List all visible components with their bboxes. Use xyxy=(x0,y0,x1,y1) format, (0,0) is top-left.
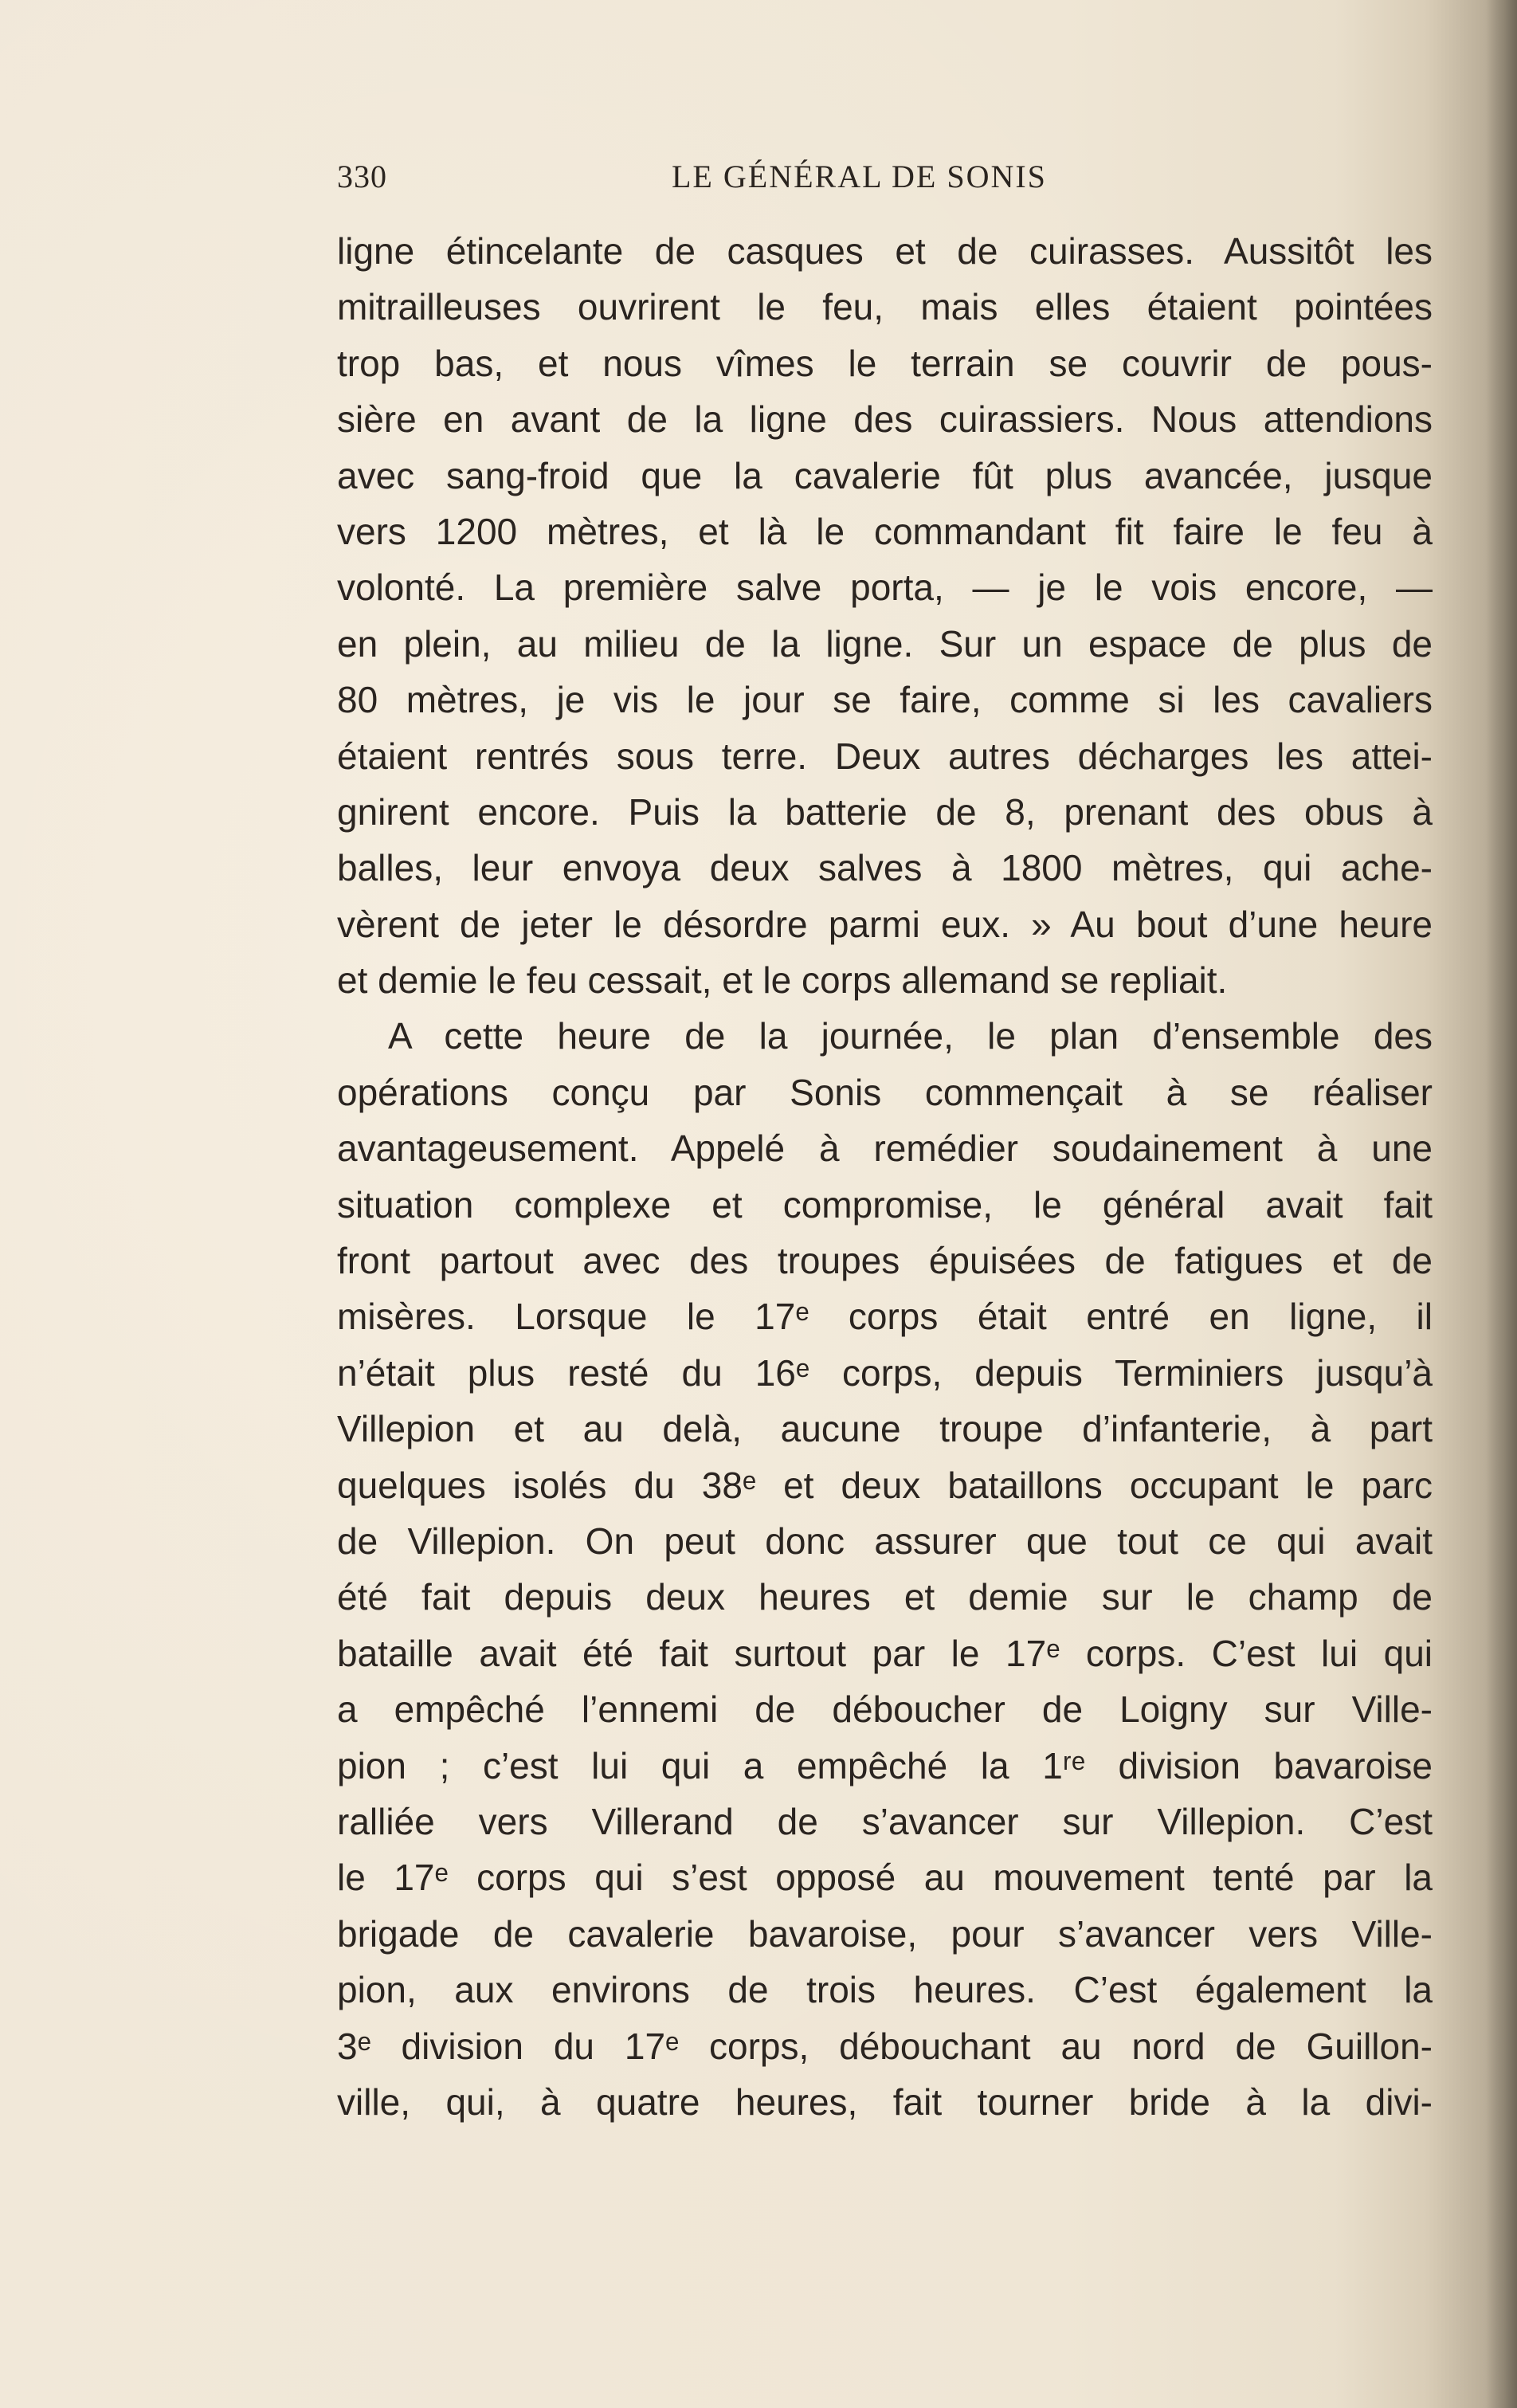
text-line: volonté. La première salve porta, — je le vois encore, — xyxy=(337,567,1433,609)
text-line: front partout avec des troupes épuisées de fatigues et de xyxy=(337,1240,1433,1282)
text-line: de Villepion. On peut donc assurer que tout ce qui avait xyxy=(337,1520,1433,1562)
text-line: pion ; c’est lui qui a empêché la 1ʳᵉ division bavaroise xyxy=(337,1744,1433,1786)
text-line: Villepion et au delà, aucune troupe d’infanterie, à part xyxy=(337,1408,1433,1450)
text-line: été fait depuis deux heures et demie sur le champ de xyxy=(337,1576,1433,1618)
text-line: pion, aux environs de trois heures. C’est également la xyxy=(337,1969,1433,2011)
text-line: ligne étincelante de casques et de cuirasses. Aussitôt les xyxy=(337,230,1433,272)
text-line: 80 mètres, je vis le jour se faire, comme si les cavaliers xyxy=(337,679,1433,721)
text-line: a empêché l’ennemi de déboucher de Loigny sur Ville- xyxy=(337,1688,1433,1731)
text-line: balles, leur envoya deux salves à 1800 mètres, qui ache- xyxy=(337,847,1433,889)
running-title: LE GÉNÉRAL DE SONIS xyxy=(672,159,1047,194)
text-line: A cette heure de la journée, le plan d’ensemble des xyxy=(388,1015,1433,1057)
text-line: situation complexe et compromise, le général avait fait xyxy=(337,1183,1433,1226)
text-line: n’était plus resté du 16ᵉ corps, depuis Terminiers jusqu’à xyxy=(337,1351,1433,1394)
text-line: misères. Lorsque le 17ᵉ corps était entré en ligne, il xyxy=(337,1296,1433,1338)
text-line: gnirent encore. Puis la batterie de 8, prenant des obus à xyxy=(337,790,1433,833)
text-line: avec sang-froid que la cavalerie fût plus avancée, jusque xyxy=(337,454,1433,496)
text-line: avantageusement. Appelé à remédier soudainement à une xyxy=(337,1128,1433,1170)
text-line: et demie le feu cessait, et le corps allemand se repliait. xyxy=(337,959,1228,1002)
text-line: quelques isolés du 38ᵉ et deux bataillons occupant le parc xyxy=(337,1464,1433,1506)
text-line: trop bas, et nous vîmes le terrain se couvrir de pous- xyxy=(337,342,1433,384)
text-line: ralliée vers Villerand de s’avancer sur Villepion. C’est xyxy=(337,1800,1433,1842)
body-text xyxy=(337,223,1433,2130)
text-line: ville, qui, à quatre heures, fait tourner bride à la divi- xyxy=(337,2081,1433,2123)
text-line: vèrent de jeter le désordre parmi eux. » Au bout d’une heure xyxy=(337,903,1433,945)
text-line: brigade de cavalerie bavaroise, pour s’avancer vers Ville- xyxy=(337,1912,1433,1955)
page-edge-shadow xyxy=(1485,0,1517,2408)
text-line: opérations conçu par Sonis commençait à se réaliser xyxy=(337,1071,1433,1113)
text-line: vers 1200 mètres, et là le commandant fit faire le feu à xyxy=(337,510,1433,552)
text-line: sière en avant de la ligne des cuirassiers. Nous attendions xyxy=(337,398,1433,441)
text-line: le 17ᵉ corps qui s’est opposé au mouvement tenté par la xyxy=(337,1857,1433,1899)
text-line: en plein, au milieu de la ligne. Sur un espace de plus de xyxy=(337,622,1433,665)
page-header xyxy=(337,158,1433,199)
page-number: 330 xyxy=(337,159,387,194)
text-line: bataille avait été fait surtout par le 17ᵉ corps. C’est lui qui xyxy=(337,1632,1433,1674)
text-line: mitrailleuses ouvrirent le feu, mais elles étaient pointées xyxy=(337,286,1433,328)
text-line: étaient rentrés sous terre. Deux autres décharges les attei- xyxy=(337,735,1433,777)
text-line: 3ᵉ division du 17ᵉ corps, débouchant au nord de Guillon- xyxy=(337,2025,1433,2067)
